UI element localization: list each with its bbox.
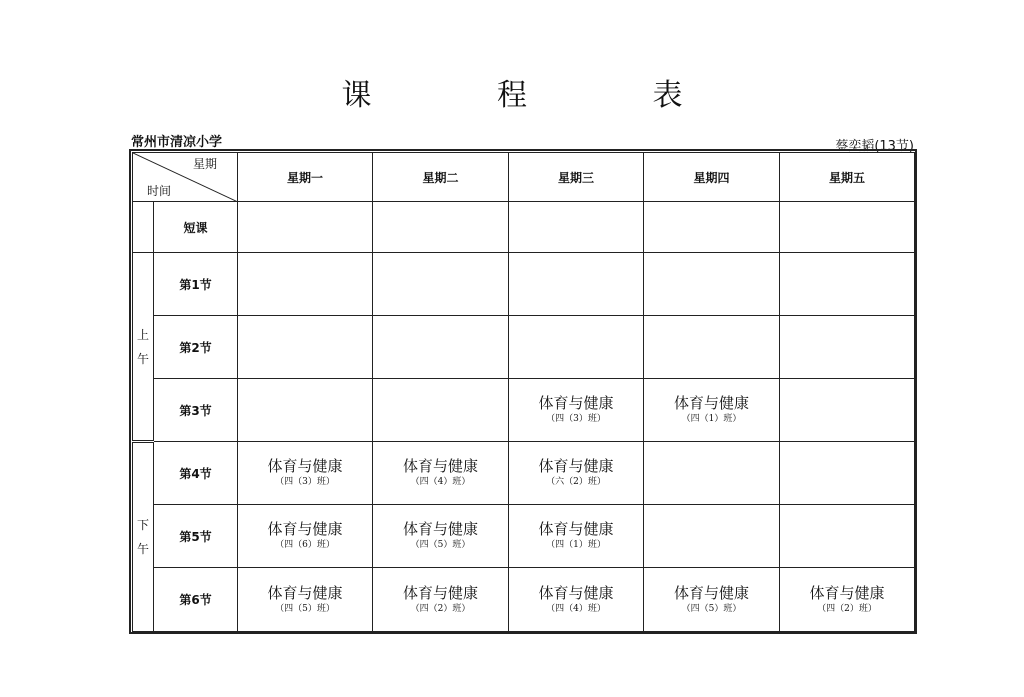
period-label: 第1节 xyxy=(154,253,238,316)
school-name: 常州市清凉小学 xyxy=(131,135,223,150)
class-cell xyxy=(509,442,644,505)
class-cell xyxy=(644,379,780,442)
class-cell xyxy=(509,379,644,442)
cell xyxy=(780,202,915,253)
period-label: 第6节 xyxy=(154,568,238,632)
class-label: （四（2）班） xyxy=(817,603,877,614)
cell xyxy=(780,316,915,379)
morning-char-2: 午 xyxy=(136,351,149,366)
cell xyxy=(373,316,509,379)
cell xyxy=(238,202,373,253)
cell xyxy=(644,253,780,316)
corner-weekday-label: 星期 xyxy=(192,157,217,171)
class-label: （四（3）班） xyxy=(275,477,335,487)
cell xyxy=(373,379,509,442)
subject-label: 体育与健康 xyxy=(402,457,478,475)
class-label: （四（1）班） xyxy=(546,540,606,550)
subject-label: 体育与健康 xyxy=(673,394,749,412)
cell xyxy=(780,379,915,442)
cell xyxy=(644,442,780,505)
class-label: （四（6）班） xyxy=(275,540,335,550)
cell xyxy=(780,442,915,505)
subject-label: 体育与健康 xyxy=(402,583,478,602)
corner-time-label: 时间 xyxy=(147,184,172,198)
schedule-table xyxy=(132,152,915,632)
period-label: 第2节 xyxy=(154,316,238,379)
period-row-4 xyxy=(133,442,915,505)
subject-label: 体育与健康 xyxy=(402,520,478,538)
subject-label: 体育与健康 xyxy=(538,520,614,538)
class-cell xyxy=(238,505,373,568)
class-label: （四（3）班） xyxy=(546,414,606,424)
period-label: 第4节 xyxy=(154,442,238,505)
class-cell xyxy=(509,568,644,632)
class-label: （四（5）班） xyxy=(681,603,742,614)
cell xyxy=(238,316,373,379)
cell xyxy=(238,379,373,442)
morning-label xyxy=(133,253,154,442)
subject-label: 体育与健康 xyxy=(538,394,614,412)
afternoon-char-2: 午 xyxy=(136,542,149,556)
day-header-wed: 星期三 xyxy=(509,153,644,202)
cell xyxy=(509,253,644,316)
subject-label: 体育与健康 xyxy=(267,583,343,602)
short-lesson-label: 短课 xyxy=(154,202,238,253)
subject-label: 体育与健康 xyxy=(538,457,614,475)
subject-label: 体育与健康 xyxy=(267,520,343,538)
cell xyxy=(238,253,373,316)
class-label: （四（4）班） xyxy=(410,477,471,487)
class-cell xyxy=(373,568,509,632)
cell xyxy=(373,253,509,316)
class-cell xyxy=(780,568,915,632)
subject-label: 体育与健康 xyxy=(673,583,749,602)
short-lesson-row xyxy=(133,202,915,253)
period-row-6 xyxy=(133,568,915,632)
subject-label: 体育与健康 xyxy=(809,583,885,602)
cell xyxy=(373,202,509,253)
page-title: 课 程 表 xyxy=(341,78,741,113)
afternoon-label xyxy=(133,442,154,632)
cell xyxy=(780,253,915,316)
day-header-thu: 星期四 xyxy=(644,153,780,202)
class-cell xyxy=(373,442,509,505)
period-row-5 xyxy=(133,505,915,568)
afternoon-char-1: 下 xyxy=(136,518,149,532)
class-label: （六（2）班） xyxy=(546,477,606,487)
class-cell xyxy=(238,442,373,505)
class-cell xyxy=(509,505,644,568)
morning-char-1: 上 xyxy=(136,327,149,342)
cell xyxy=(509,316,644,379)
corner-cell xyxy=(133,153,238,202)
period-row-3 xyxy=(133,379,915,442)
class-cell xyxy=(238,568,373,632)
period-label: 第3节 xyxy=(154,379,238,442)
class-label: （四（1）班） xyxy=(681,414,742,424)
period-label: 第5节 xyxy=(154,505,238,568)
period-row-1 xyxy=(133,253,915,316)
header-row xyxy=(133,153,915,202)
cell xyxy=(644,316,780,379)
class-label: （四（2）班） xyxy=(410,603,471,614)
day-header-fri: 星期五 xyxy=(780,153,915,202)
cell xyxy=(509,202,644,253)
cell xyxy=(780,505,915,568)
teacher-name: 蔡奕韬(13节) xyxy=(835,139,914,154)
class-label: （四（5）班） xyxy=(410,540,471,550)
subject-label: 体育与健康 xyxy=(267,457,343,475)
class-label: （四（5）班） xyxy=(275,603,335,614)
class-cell xyxy=(644,568,780,632)
day-header-tue: 星期二 xyxy=(373,153,509,202)
cell xyxy=(644,505,780,568)
subject-label: 体育与健康 xyxy=(538,583,614,602)
short-lesson-blank xyxy=(133,202,154,253)
cell xyxy=(644,202,780,253)
period-row-2 xyxy=(133,316,915,379)
class-label: （四（4）班） xyxy=(546,603,606,614)
class-cell xyxy=(373,505,509,568)
day-header-mon: 星期一 xyxy=(238,153,373,202)
